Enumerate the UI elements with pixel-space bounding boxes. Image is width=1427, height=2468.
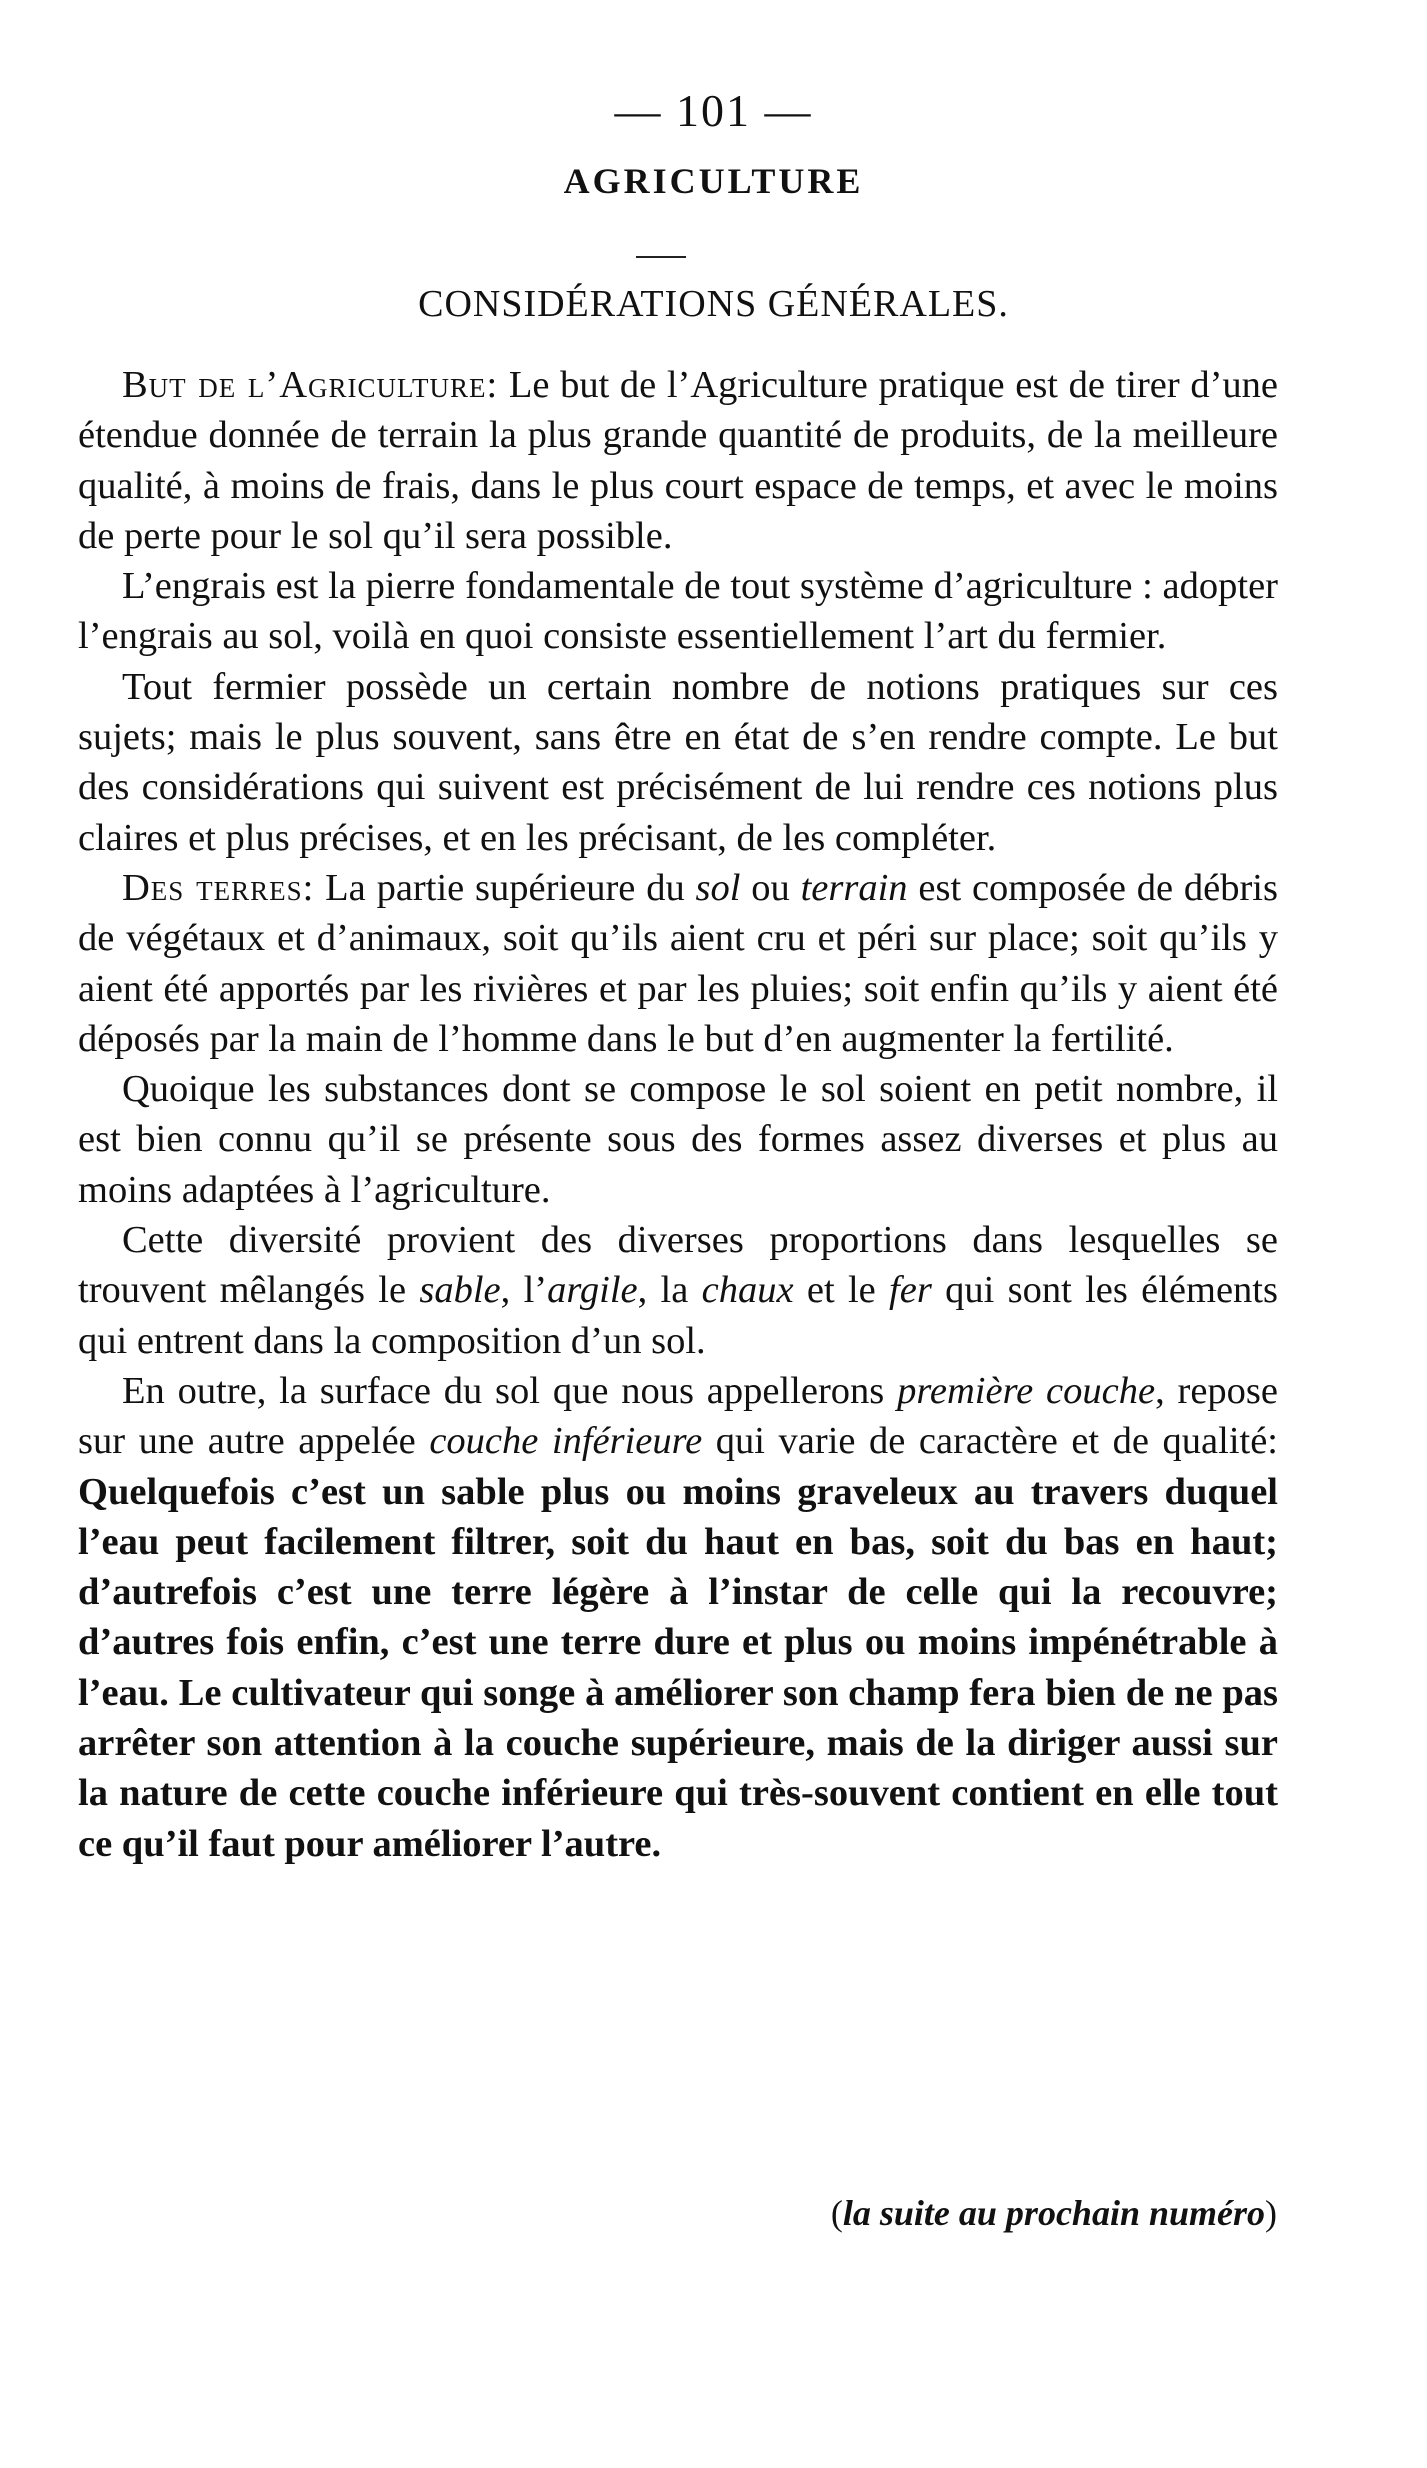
paragraph-6	[78, 1215, 1278, 1366]
paragraph-4-text-2: ou	[740, 866, 801, 909]
term-chaux: chaux	[701, 1269, 794, 1312]
paragraph-4-text-3: est composée de débris de végétaux et d’animaux, soit qu’ils aient cru et péri sur place; soit qu’ils y aient été apportés par les rivières et par les pluies; soit enfin qu’ils y aient été déposés par la main de l’homme dans le but d’en augmenter la fertilité.	[78, 866, 1278, 1060]
term-sol: sol	[695, 866, 741, 909]
paragraph-7-bold-text: Quelquefois c’est un sable plus ou moins graveleux au travers duquel l’eau peut facilement filtrer, soit du haut en bas, soit du bas en haut; d’autrefois c’est une terre légère à l’instar de celle qui la recouvre; d’autres fois enfin, c’est une terre dure et plus ou moins impénétrable à l’eau. Le cultivateur qui songe à améliorer son champ fera bien de ne pas arrêter son attention à la couche supérieure, mais de la diriger aussi sur la nature de cette couche inférieure qui très-souvent contient en elle tout ce qu’il faut pour améliorer l’autre.	[78, 1470, 1278, 1865]
term-premiere-couche: première couche	[897, 1369, 1156, 1412]
paragraph-lead-terres: Des terres:	[122, 866, 315, 909]
paragraph-7-text-1: En outre, la surface du sol que nous appellerons	[122, 1369, 898, 1412]
paragraph-lead-but: But de l’Agriculture:	[122, 364, 499, 406]
paragraph-7-text-2: , repose sur une autre appelée	[78, 1369, 1278, 1463]
paragraph-6-text-4: et le	[793, 1269, 890, 1312]
continuation-note	[831, 2192, 1277, 2234]
paragraph-4	[78, 863, 1278, 1064]
paragraph-6-text-5: qui sont les éléments qui entrent dans la composition d’un sol.	[78, 1269, 1278, 1362]
subsection-title: CONSIDÉRATIONS GÉNÉRALES.	[418, 283, 1009, 325]
term-fer: fer	[889, 1269, 932, 1312]
paragraph-7	[78, 1366, 1278, 1869]
body-text	[78, 360, 1278, 1869]
title-divider	[636, 256, 686, 258]
paragraph-6-text-3: , la	[637, 1269, 702, 1312]
paragraph-5: Quoique les substances dont se compose le sol soient en petit nombre, il est bien connu qu’il se présente sous des formes assez diverses et plus au moins adaptées à l’agriculture.	[78, 1068, 1278, 1211]
paragraph-3: Tout fermier possède un certain nombre de notions pratiques sur ces sujets; mais le plus souvent, sans être en état de s’en rendre compte. Le but des considérations qui suivent est précisément de lui rendre ces notions plus claires et plus précises, et en les précisant, de les compléter.	[78, 665, 1278, 859]
paragraph-1-text: Le but de l’Agriculture pratique est de tirer d’une étendue donnée de terrain la plus grande quantité de produits, de la meilleure qualité, à moins de frais, dans le plus court espace de temps, et avec le moins de perte pour le sol qu’il sera possible.	[78, 364, 1278, 557]
term-couche-inferieure: couche inférieure	[429, 1420, 703, 1463]
paragraph-4-text-1: La partie supérieure du	[314, 866, 696, 909]
paragraph-1	[78, 360, 1278, 561]
term-terrain: terrain	[800, 866, 908, 909]
paragraph-6-text-1: Cette diversité provient des diverses proportions dans lesquelles se trouvent mêlangés le	[78, 1219, 1278, 1312]
continuation-text: la suite au prochain numéro	[842, 2193, 1265, 2233]
term-sable: sable	[419, 1269, 501, 1312]
paragraph-6-text-2: , l’	[500, 1269, 548, 1312]
section-title: AGRICULTURE	[563, 161, 864, 201]
paragraph-7-text-3: qui varie de caractère et de qualité:	[702, 1420, 1278, 1463]
page-number: — 101 —	[614, 85, 813, 136]
term-argile: argile	[547, 1269, 638, 1312]
continuation-close-paren: )	[1265, 2193, 1277, 2233]
continuation-open-paren: (	[830, 2193, 843, 2233]
paragraph-2: L’engrais est la pierre fondamentale de tout système d’agriculture : adopter l’engrais au sol, voilà en quoi consiste essentiellement l’art du fermier.	[78, 565, 1278, 658]
